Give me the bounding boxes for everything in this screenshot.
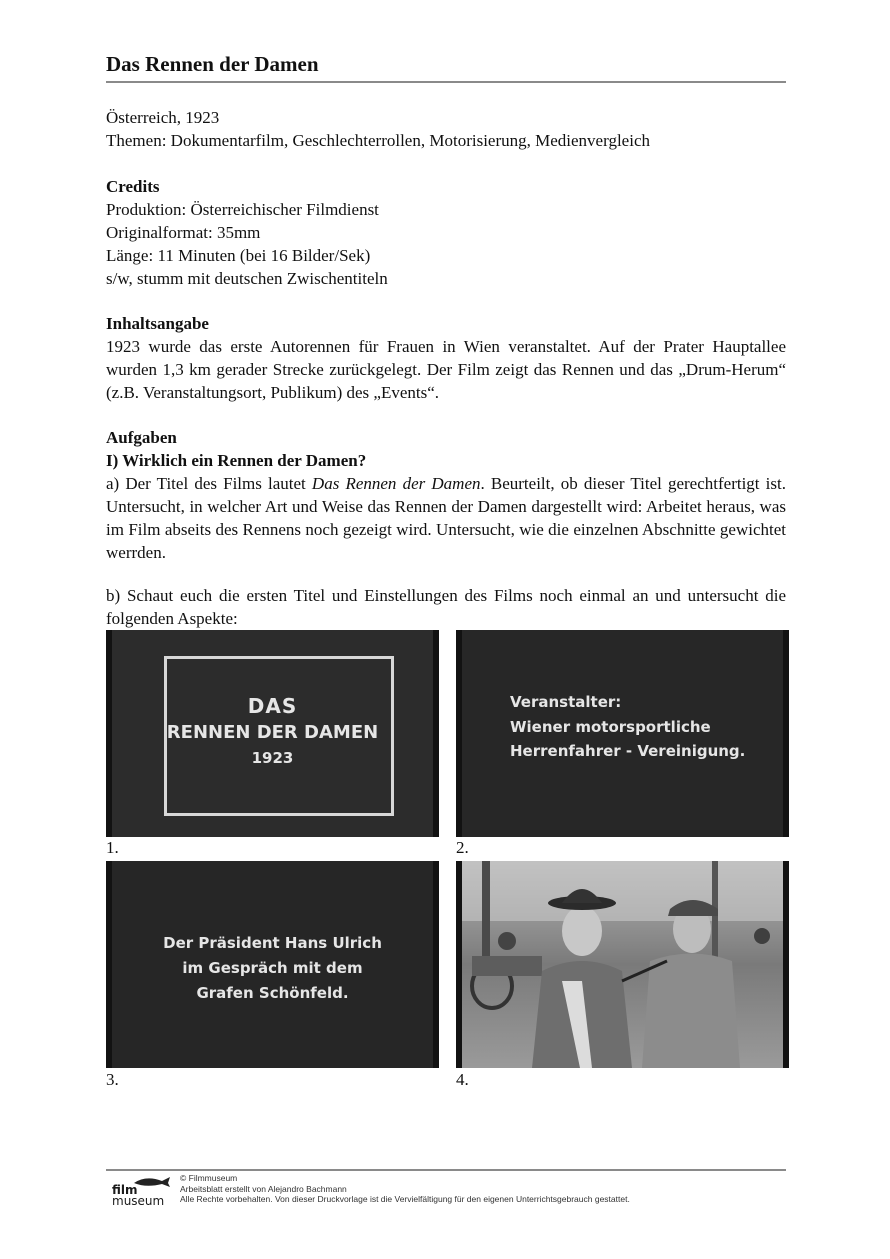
still-2-caption: 2. — [456, 838, 469, 857]
credits-section — [106, 175, 786, 290]
still-2-line-1: Veranstalter: — [510, 693, 622, 711]
still-1-line-1: DAS — [247, 694, 298, 718]
logo-text-top: film — [112, 1183, 138, 1197]
still-3-caption: 3. — [106, 1070, 119, 1089]
summary-section — [106, 312, 786, 404]
film-still-3 — [106, 861, 439, 1068]
tasks-subheading: I) Wirklich ein Rennen der Damen? — [106, 451, 367, 470]
credit-line: Originalformat: 35mm — [106, 223, 261, 242]
footer-divider — [106, 1169, 786, 1171]
logo-text-bottom: museum — [112, 1194, 165, 1208]
still-3-line-1: Der Präsident Hans Ulrich — [163, 934, 382, 952]
summary-text: 1923 wurde das erste Autorennen für Frauen in Wien veranstaltet. Auf der Prater Hauptallee wurden 1,3 km gerader Strecke zurückgelegt. Der Film zeigt das Rennen und das „Drum-Herum“ (z.B. Veranstaltungsort, Publikum) des „Events“. — [106, 337, 786, 402]
film-meta — [106, 106, 786, 152]
still-1-line-2: RENNEN DER DAMEN — [166, 722, 379, 743]
credit-line: Produktion: Österreichischer Filmdienst — [106, 200, 379, 219]
still-1-line-3: 1923 — [251, 749, 294, 767]
task-b: b) Schaut euch die ersten Titel und Einstellungen des Films noch einmal an und untersucht die folgenden Aspekte: — [106, 586, 786, 628]
footer-rights: Alle Rechte vorbehalten. Von dieser Druckvorlage ist die Vervielfältigung für den eigenen Unterrichtsgebrauch gestattet. — [180, 1194, 630, 1204]
filmmuseum-logo — [110, 1174, 176, 1208]
still-1-caption: 1. — [106, 838, 119, 857]
footer-notice — [180, 1173, 790, 1205]
task-a — [106, 472, 786, 564]
two-men-in-hats-photo — [462, 861, 783, 1068]
credit-line: Länge: 11 Minuten (bei 16 Bilder/Sek) — [106, 246, 371, 265]
task-a-prefix: a) Der Titel des Films lautet — [106, 474, 312, 493]
summary-heading: Inhaltsangabe — [106, 314, 209, 333]
still-4-caption: 4. — [456, 1070, 469, 1089]
film-still-1 — [106, 630, 439, 837]
country-year: Österreich, 1923 — [106, 108, 220, 127]
film-stills — [106, 630, 790, 1090]
still-3-line-2: im Gespräch mit dem — [182, 959, 363, 977]
tasks-heading: Aufgaben — [106, 428, 177, 447]
fish-icon — [132, 1174, 172, 1188]
task-a-rest: . Beurteilt, ob dieser Titel gerechtfertigt ist. Untersucht, in welcher Art und Weise das Rennen der Damen dargestellt wird: Arbeitet heraus, was im Film abseits des Rennens noch gezeigt wird. Untersucht, wie die einzelnen Abschnitte gewichtet werrden. — [106, 474, 786, 562]
film-still-4 — [456, 861, 789, 1068]
footer-author: Arbeitsblatt erstellt von Alejandro Bachmann — [180, 1183, 347, 1194]
still-2-line-3: Herrenfahrer - Vereinigung. — [510, 742, 746, 760]
tasks-section — [106, 426, 786, 564]
still-2-line-2: Wiener motorsportliche — [510, 718, 711, 736]
still-3-line-3: Grafen Schönfeld. — [196, 984, 349, 1002]
page-title: Das Rennen der Damen — [106, 52, 319, 76]
footer-copyright: © Filmmuseum — [180, 1173, 238, 1183]
title-divider — [106, 81, 786, 83]
credits-heading: Credits — [106, 177, 160, 196]
themes: Themen: Dokumentarfilm, Geschlechterrollen, Motorisierung, Medienvergleich — [106, 131, 650, 150]
film-still-2 — [456, 630, 789, 837]
credit-line: s/w, stumm mit deutschen Zwischentiteln — [106, 269, 388, 288]
film-title-italic: Das Rennen der Damen — [311, 474, 481, 493]
